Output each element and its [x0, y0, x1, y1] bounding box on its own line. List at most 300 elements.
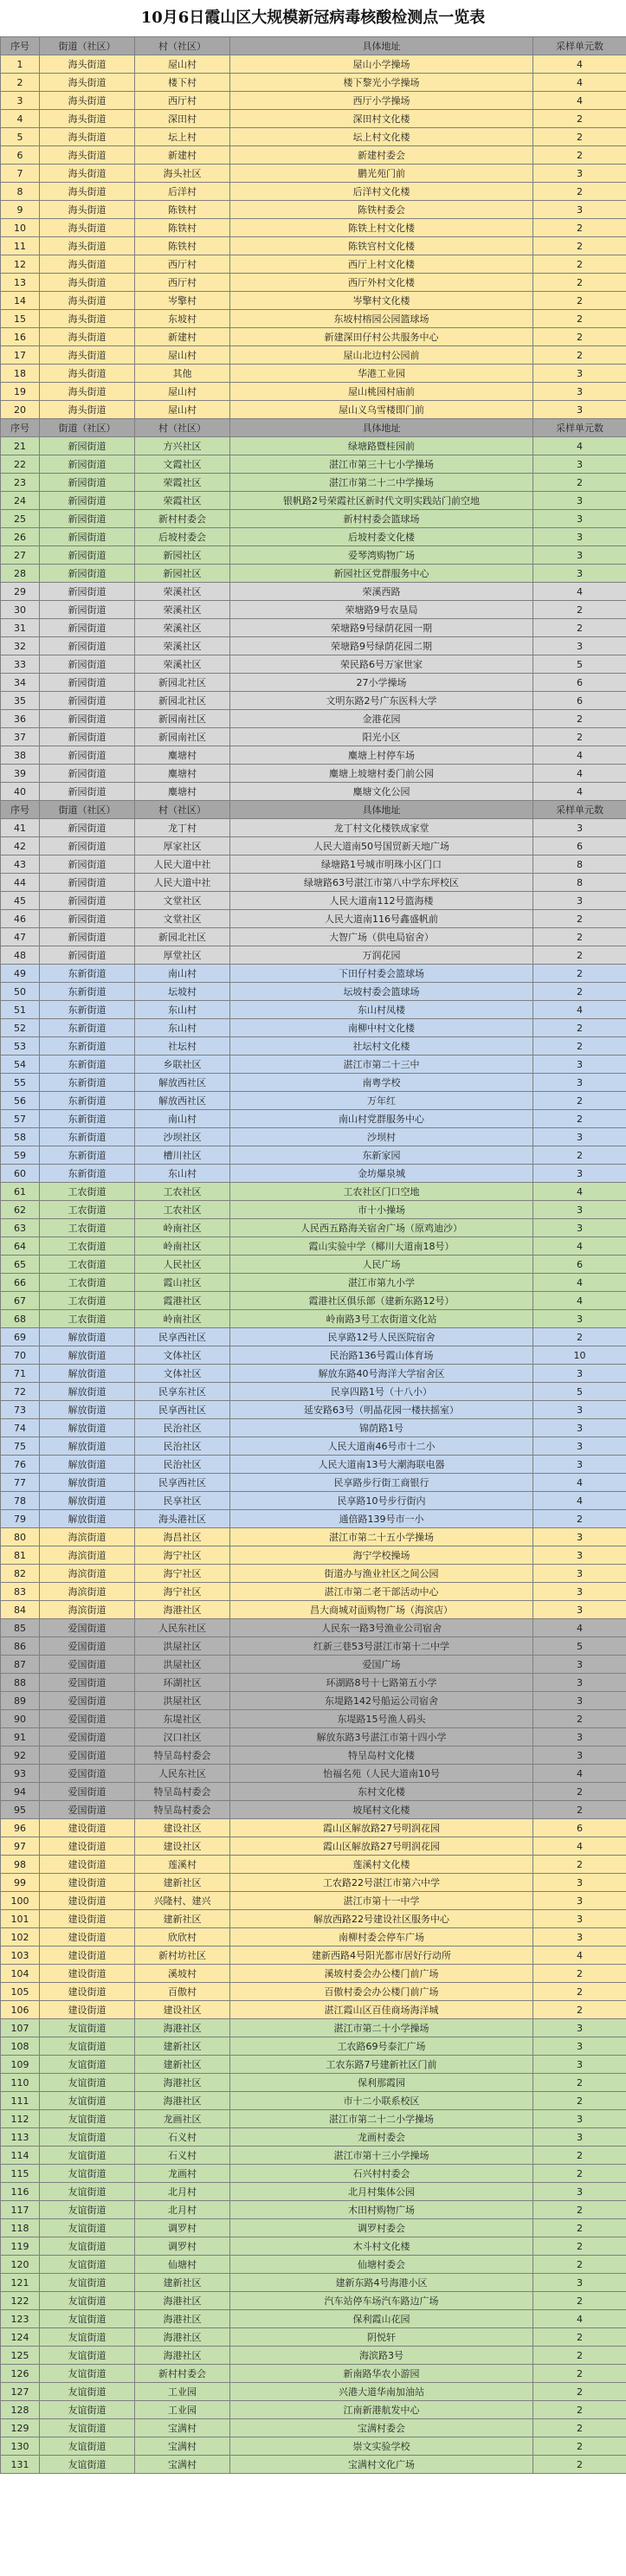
row-address: 湛江市第二十五小学操场: [230, 1528, 533, 1546]
row-street: 新园街道: [40, 692, 135, 710]
row-village: 洪屋社区: [135, 1656, 230, 1674]
table-row: [1, 1892, 626, 1910]
row-address: 文明东路2号广东医科大学: [230, 692, 533, 710]
table-row: [1, 2456, 626, 2474]
table-row: [1, 1310, 626, 1328]
row-street: 爱国街道: [40, 1637, 135, 1656]
row-street: 友谊街道: [40, 2237, 135, 2256]
column-header-repeat: 街道（社区）: [40, 419, 135, 437]
row-index: 102: [1, 1928, 40, 1947]
row-index: 94: [1, 1783, 40, 1801]
row-address: 东山村凤楼: [230, 1001, 533, 1019]
table-row: [1, 2128, 626, 2147]
row-units: 2: [533, 2201, 626, 2219]
row-address: 霞山区解放路27号明润花园: [230, 1837, 533, 1856]
row-village: 荣溪社区: [135, 601, 230, 619]
row-units: 2: [533, 1146, 626, 1165]
row-units: 2: [533, 1801, 626, 1819]
table-row: [1, 1437, 626, 1456]
row-street: 新园街道: [40, 855, 135, 874]
row-index: 70: [1, 1346, 40, 1365]
row-street: 友谊街道: [40, 2456, 135, 2474]
row-units: 2: [533, 2165, 626, 2183]
row-address: 荣溪西路: [230, 583, 533, 601]
row-units: 4: [533, 1183, 626, 1201]
row-street: 解放街道: [40, 1328, 135, 1346]
row-village: 东坡村: [135, 310, 230, 328]
row-units: 2: [533, 2256, 626, 2274]
row-village: 东堤社区: [135, 1710, 230, 1728]
row-address: 荣塘路9号绿荫花园二期: [230, 637, 533, 655]
row-index: 100: [1, 1892, 40, 1910]
row-units: 2: [533, 310, 626, 328]
row-index: 56: [1, 1092, 40, 1110]
row-village: 民享西社区: [135, 1401, 230, 1419]
row-address: 昌大商城对面购物广场（海滨店）: [230, 1601, 533, 1619]
row-street: 友谊街道: [40, 2401, 135, 2419]
table-row: [1, 710, 626, 728]
row-units: 3: [533, 1128, 626, 1146]
row-units: 5: [533, 1637, 626, 1656]
table-row: [1, 1456, 626, 1474]
row-address: 南山村党群服务中心: [230, 1110, 533, 1128]
row-address: 西厅外村文化楼: [230, 274, 533, 292]
row-address: 霞港社区俱乐部（建新东路12号）: [230, 1292, 533, 1310]
row-village: 方兴社区: [135, 437, 230, 455]
row-index: 106: [1, 2001, 40, 2019]
row-index: 55: [1, 1074, 40, 1092]
row-street: 海头街道: [40, 183, 135, 201]
row-address: 人民大道南50号国贸新天地广场: [230, 837, 533, 855]
row-index: 40: [1, 783, 40, 801]
row-index: 53: [1, 1037, 40, 1056]
row-units: 2: [533, 2001, 626, 2019]
table-row: [1, 2292, 626, 2310]
row-address: 麋塘上村停车场: [230, 746, 533, 765]
row-address: 楼下黎光小学操场: [230, 74, 533, 92]
table-row: [1, 2401, 626, 2419]
row-address: 百傲村委会办公楼门前广场: [230, 1983, 533, 2001]
row-village: 西厅村: [135, 255, 230, 274]
row-units: 3: [533, 2274, 626, 2292]
row-village: 宝满村: [135, 2456, 230, 2474]
row-village: 莲溪村: [135, 1856, 230, 1874]
table-row: [1, 2310, 626, 2328]
row-village: 荣溪社区: [135, 637, 230, 655]
row-village: 荣霞社区: [135, 474, 230, 492]
row-village: 屋山村: [135, 401, 230, 419]
row-village: 新园南社区: [135, 710, 230, 728]
row-street: 友谊街道: [40, 2019, 135, 2037]
row-units: 3: [533, 2037, 626, 2056]
row-address: 东堤路142号船运公司宿舍: [230, 1692, 533, 1710]
row-units: 4: [533, 1001, 626, 1019]
row-index: 37: [1, 728, 40, 746]
row-village: 工业园: [135, 2401, 230, 2419]
table-row: [1, 1637, 626, 1656]
row-units: 4: [533, 74, 626, 92]
row-index: 77: [1, 1474, 40, 1492]
row-units: 2: [533, 2092, 626, 2110]
row-street: 海头街道: [40, 128, 135, 146]
row-units: 2: [533, 2401, 626, 2419]
table-row: [1, 1219, 626, 1237]
row-index: 62: [1, 1201, 40, 1219]
row-street: 解放街道: [40, 1456, 135, 1474]
row-village: 特呈岛村委会: [135, 1746, 230, 1765]
row-address: 湛江市第三十七小学操场: [230, 455, 533, 474]
row-index: 41: [1, 819, 40, 837]
row-village: 岑擎村: [135, 292, 230, 310]
row-street: 东新街道: [40, 1165, 135, 1183]
row-village: 民享西社区: [135, 1328, 230, 1346]
row-village: 东山村: [135, 1001, 230, 1019]
row-village: 陈铁村: [135, 237, 230, 255]
row-units: 2: [533, 292, 626, 310]
row-address: 霞山区解放路27号明润花园: [230, 1819, 533, 1837]
row-street: 建设街道: [40, 2001, 135, 2019]
row-village: 海港社区: [135, 2092, 230, 2110]
row-address: 人民大道南46号市十二小: [230, 1437, 533, 1456]
row-units: 3: [533, 1601, 626, 1619]
row-address: 金坊爆泉城: [230, 1165, 533, 1183]
row-address: 陈铁上村文化楼: [230, 219, 533, 237]
row-index: 117: [1, 2201, 40, 2219]
row-address: 岭南路3号工农街道文化站: [230, 1310, 533, 1328]
row-village: 南山村: [135, 1110, 230, 1128]
row-address: 湛江市第二十二中学操场: [230, 474, 533, 492]
row-index: 52: [1, 1019, 40, 1037]
row-address: 新村村委会篮球场: [230, 510, 533, 528]
row-street: 海头街道: [40, 328, 135, 346]
row-village: 人民大道中社: [135, 855, 230, 874]
table-row: [1, 528, 626, 546]
row-address: 麋塘文化公园: [230, 783, 533, 801]
table-row: [1, 2256, 626, 2274]
row-village: 海港社区: [135, 1601, 230, 1619]
table-row: [1, 1346, 626, 1365]
row-street: 新园街道: [40, 583, 135, 601]
row-units: 2: [533, 219, 626, 237]
table-row: [1, 383, 626, 401]
row-index: 15: [1, 310, 40, 328]
row-address: 陈铁官村文化楼: [230, 237, 533, 255]
row-units: 3: [533, 1201, 626, 1219]
row-units: 2: [533, 2074, 626, 2092]
row-index: 93: [1, 1765, 40, 1783]
row-village: 建设社区: [135, 1837, 230, 1856]
row-address: 延安路63号（明晶花园一楼扶摇室）: [230, 1401, 533, 1419]
row-village: 西厅村: [135, 274, 230, 292]
column-header-village: 村（社区）: [135, 37, 230, 55]
row-index: 27: [1, 546, 40, 565]
row-units: 4: [533, 1274, 626, 1292]
row-units: 8: [533, 855, 626, 874]
row-street: 东新街道: [40, 1001, 135, 1019]
row-units: 4: [533, 1765, 626, 1783]
row-index: 18: [1, 365, 40, 383]
document-title: 10月6日霞山区大规模新冠病毒核酸检测点一览表: [140, 9, 486, 27]
table-row: [1, 1965, 626, 1983]
row-street: 海头街道: [40, 365, 135, 383]
row-address: 江南新港航发中心: [230, 2401, 533, 2419]
row-village: 霞山社区: [135, 1274, 230, 1292]
table-row: [1, 2001, 626, 2019]
row-index: 86: [1, 1637, 40, 1656]
row-index: 8: [1, 183, 40, 201]
table-row: [1, 1765, 626, 1783]
row-address: 人民大道南112号篮海楼: [230, 892, 533, 910]
row-street: 新园街道: [40, 565, 135, 583]
row-units: 3: [533, 2056, 626, 2074]
row-units: 2: [533, 728, 626, 746]
row-address: 绿塘路暨桂园前: [230, 437, 533, 455]
table-row: [1, 2383, 626, 2401]
row-units: 2: [533, 2383, 626, 2401]
row-index: 42: [1, 837, 40, 855]
table-row: [1, 292, 626, 310]
table-row: [1, 655, 626, 674]
row-street: 海头街道: [40, 92, 135, 110]
row-index: 46: [1, 910, 40, 928]
table-row: [1, 1819, 626, 1837]
row-village: 北月村: [135, 2201, 230, 2219]
row-street: 友谊街道: [40, 2310, 135, 2328]
row-units: 3: [533, 1419, 626, 1437]
row-village: 海宁社区: [135, 1565, 230, 1583]
row-units: 5: [533, 655, 626, 674]
row-village: 荣溪社区: [135, 583, 230, 601]
row-street: 新园街道: [40, 437, 135, 455]
table-row: [1, 910, 626, 928]
row-address: 解放东路40号海洋大学宿舍区: [230, 1365, 533, 1383]
table-row: [1, 128, 626, 146]
row-address: 建新西路4号阳光都市居好行动所: [230, 1947, 533, 1965]
row-street: 新园街道: [40, 455, 135, 474]
row-village: 新园北社区: [135, 674, 230, 692]
row-village: 文堂社区: [135, 892, 230, 910]
table-row: [1, 1056, 626, 1074]
row-index: 34: [1, 674, 40, 692]
row-units: 4: [533, 1292, 626, 1310]
row-units: 3: [533, 1219, 626, 1237]
row-index: 79: [1, 1510, 40, 1528]
row-units: 3: [533, 1692, 626, 1710]
row-village: 荣溪社区: [135, 619, 230, 637]
row-address: 溪坡村委会办公楼门前广场: [230, 1965, 533, 1983]
row-units: 4: [533, 783, 626, 801]
row-village: 海昌社区: [135, 1528, 230, 1546]
table-row: [1, 1201, 626, 1219]
row-address: 市十小操场: [230, 1201, 533, 1219]
row-street: 友谊街道: [40, 2437, 135, 2456]
row-village: 后洋村: [135, 183, 230, 201]
table-row: [1, 1928, 626, 1947]
row-village: 后坡村委会: [135, 528, 230, 546]
row-village: 龙丁村: [135, 819, 230, 837]
row-village: 屋山村: [135, 346, 230, 365]
row-index: 47: [1, 928, 40, 946]
row-index: 38: [1, 746, 40, 765]
row-units: 2: [533, 1965, 626, 1983]
row-index: 39: [1, 765, 40, 783]
row-index: 35: [1, 692, 40, 710]
row-street: 建设街道: [40, 1910, 135, 1928]
row-village: 海港社区: [135, 2347, 230, 2365]
column-header-repeat: 具体地址: [230, 801, 533, 819]
table-row: [1, 837, 626, 855]
row-index: 29: [1, 583, 40, 601]
row-index: 2: [1, 74, 40, 92]
row-street: 解放街道: [40, 1474, 135, 1492]
row-village: 海港社区: [135, 2328, 230, 2347]
row-index: 49: [1, 965, 40, 983]
row-village: 霞港社区: [135, 1292, 230, 1310]
row-address: 民享路步行街工商银行: [230, 1474, 533, 1492]
row-address: 湛江霞山区百佳商场海洋城: [230, 2001, 533, 2019]
row-units: 4: [533, 55, 626, 74]
row-village: 岭南社区: [135, 1237, 230, 1256]
row-index: 51: [1, 1001, 40, 1019]
row-units: 2: [533, 110, 626, 128]
table-row: [1, 1256, 626, 1274]
table-row: [1, 2237, 626, 2256]
row-index: 13: [1, 274, 40, 292]
row-village: 文体社区: [135, 1365, 230, 1383]
row-index: 119: [1, 2237, 40, 2256]
row-village: 新园北社区: [135, 692, 230, 710]
row-street: 工农街道: [40, 1237, 135, 1256]
row-units: 3: [533, 455, 626, 474]
row-index: 90: [1, 1710, 40, 1728]
row-street: 友谊街道: [40, 2056, 135, 2074]
row-street: 新园街道: [40, 528, 135, 546]
table-row: [1, 510, 626, 528]
row-address: 东堤路15号渔人码头: [230, 1710, 533, 1728]
table-row: [1, 2056, 626, 2074]
row-village: 溪坡村: [135, 1965, 230, 1983]
row-street: 新园街道: [40, 874, 135, 892]
row-index: 122: [1, 2292, 40, 2310]
row-index: 101: [1, 1910, 40, 1928]
table-row: [1, 892, 626, 910]
row-village: 石义村: [135, 2147, 230, 2165]
row-units: 3: [533, 165, 626, 183]
row-street: 新园街道: [40, 746, 135, 765]
row-units: 3: [533, 1928, 626, 1947]
row-address: 工农路22号湛江市第六中学: [230, 1874, 533, 1892]
row-index: 30: [1, 601, 40, 619]
row-address: 龙画村委会: [230, 2128, 533, 2147]
row-units: 2: [533, 1328, 626, 1346]
row-address: 坛坡村委会篮球场: [230, 983, 533, 1001]
row-units: 3: [533, 1583, 626, 1601]
row-index: 7: [1, 165, 40, 183]
table-row: [1, 565, 626, 583]
row-street: 新园街道: [40, 546, 135, 565]
row-village: 环湖社区: [135, 1674, 230, 1692]
row-address: 崇文实验学校: [230, 2437, 533, 2456]
table-row: [1, 310, 626, 328]
column-header-address: 具体地址: [230, 37, 533, 55]
row-index: 116: [1, 2183, 40, 2201]
row-units: 2: [533, 619, 626, 637]
row-index: 17: [1, 346, 40, 365]
row-village: 欣欣村: [135, 1928, 230, 1947]
row-address: 阳光小区: [230, 728, 533, 746]
row-units: 3: [533, 1528, 626, 1546]
row-index: 118: [1, 2219, 40, 2237]
row-index: 85: [1, 1619, 40, 1637]
row-index: 131: [1, 2456, 40, 2474]
row-street: 工农街道: [40, 1292, 135, 1310]
row-units: 4: [533, 1492, 626, 1510]
row-units: 3: [533, 1910, 626, 1928]
row-index: 124: [1, 2328, 40, 2347]
row-units: 2: [533, 1092, 626, 1110]
row-street: 海头街道: [40, 401, 135, 419]
row-index: 75: [1, 1437, 40, 1456]
table-row: [1, 274, 626, 292]
row-street: 爱国街道: [40, 1692, 135, 1710]
row-street: 新园街道: [40, 946, 135, 965]
row-units: 2: [533, 128, 626, 146]
row-units: 4: [533, 765, 626, 783]
row-street: 友谊街道: [40, 2092, 135, 2110]
row-index: 31: [1, 619, 40, 637]
row-street: 友谊街道: [40, 2037, 135, 2056]
row-units: 3: [533, 492, 626, 510]
row-address: 保利那霞园: [230, 2074, 533, 2092]
table-row: [1, 2274, 626, 2292]
table-row: [1, 1401, 626, 1419]
row-address: 民享路12号人民医院宿舍: [230, 1328, 533, 1346]
row-index: 73: [1, 1401, 40, 1419]
table-row: [1, 1165, 626, 1183]
column-header-repeat: 村（社区）: [135, 801, 230, 819]
table-row: [1, 1237, 626, 1256]
row-village: 百傲村: [135, 1983, 230, 2001]
row-address: 市十二小联系校区: [230, 2092, 533, 2110]
testing-site-table: [0, 36, 626, 2474]
row-village: 荣霞社区: [135, 492, 230, 510]
column-header-index: 序号: [1, 37, 40, 55]
row-street: 友谊街道: [40, 2147, 135, 2165]
row-address: 荣民路6号万家世家: [230, 655, 533, 674]
row-index: 36: [1, 710, 40, 728]
row-village: 文体社区: [135, 1346, 230, 1365]
table-row: [1, 146, 626, 165]
row-village: 人民社区: [135, 1256, 230, 1274]
column-header-repeat: 序号: [1, 419, 40, 437]
row-street: 工农街道: [40, 1310, 135, 1328]
row-street: 新园街道: [40, 637, 135, 655]
row-address: 解放东路3号湛江市第十四小学: [230, 1728, 533, 1746]
row-village: 新建村: [135, 328, 230, 346]
table-row: [1, 1092, 626, 1110]
row-address: 南粤学校: [230, 1074, 533, 1092]
table-row: [1, 728, 626, 746]
row-address: 新园社区党群服务中心: [230, 565, 533, 583]
row-village: 东山村: [135, 1165, 230, 1183]
table-row: [1, 2165, 626, 2183]
row-address: 湛江市第二十三中: [230, 1056, 533, 1074]
row-village: 东山村: [135, 1019, 230, 1037]
table-row: [1, 2201, 626, 2219]
row-address: 东村文化楼: [230, 1783, 533, 1801]
row-street: 海头街道: [40, 383, 135, 401]
row-units: 3: [533, 1310, 626, 1328]
